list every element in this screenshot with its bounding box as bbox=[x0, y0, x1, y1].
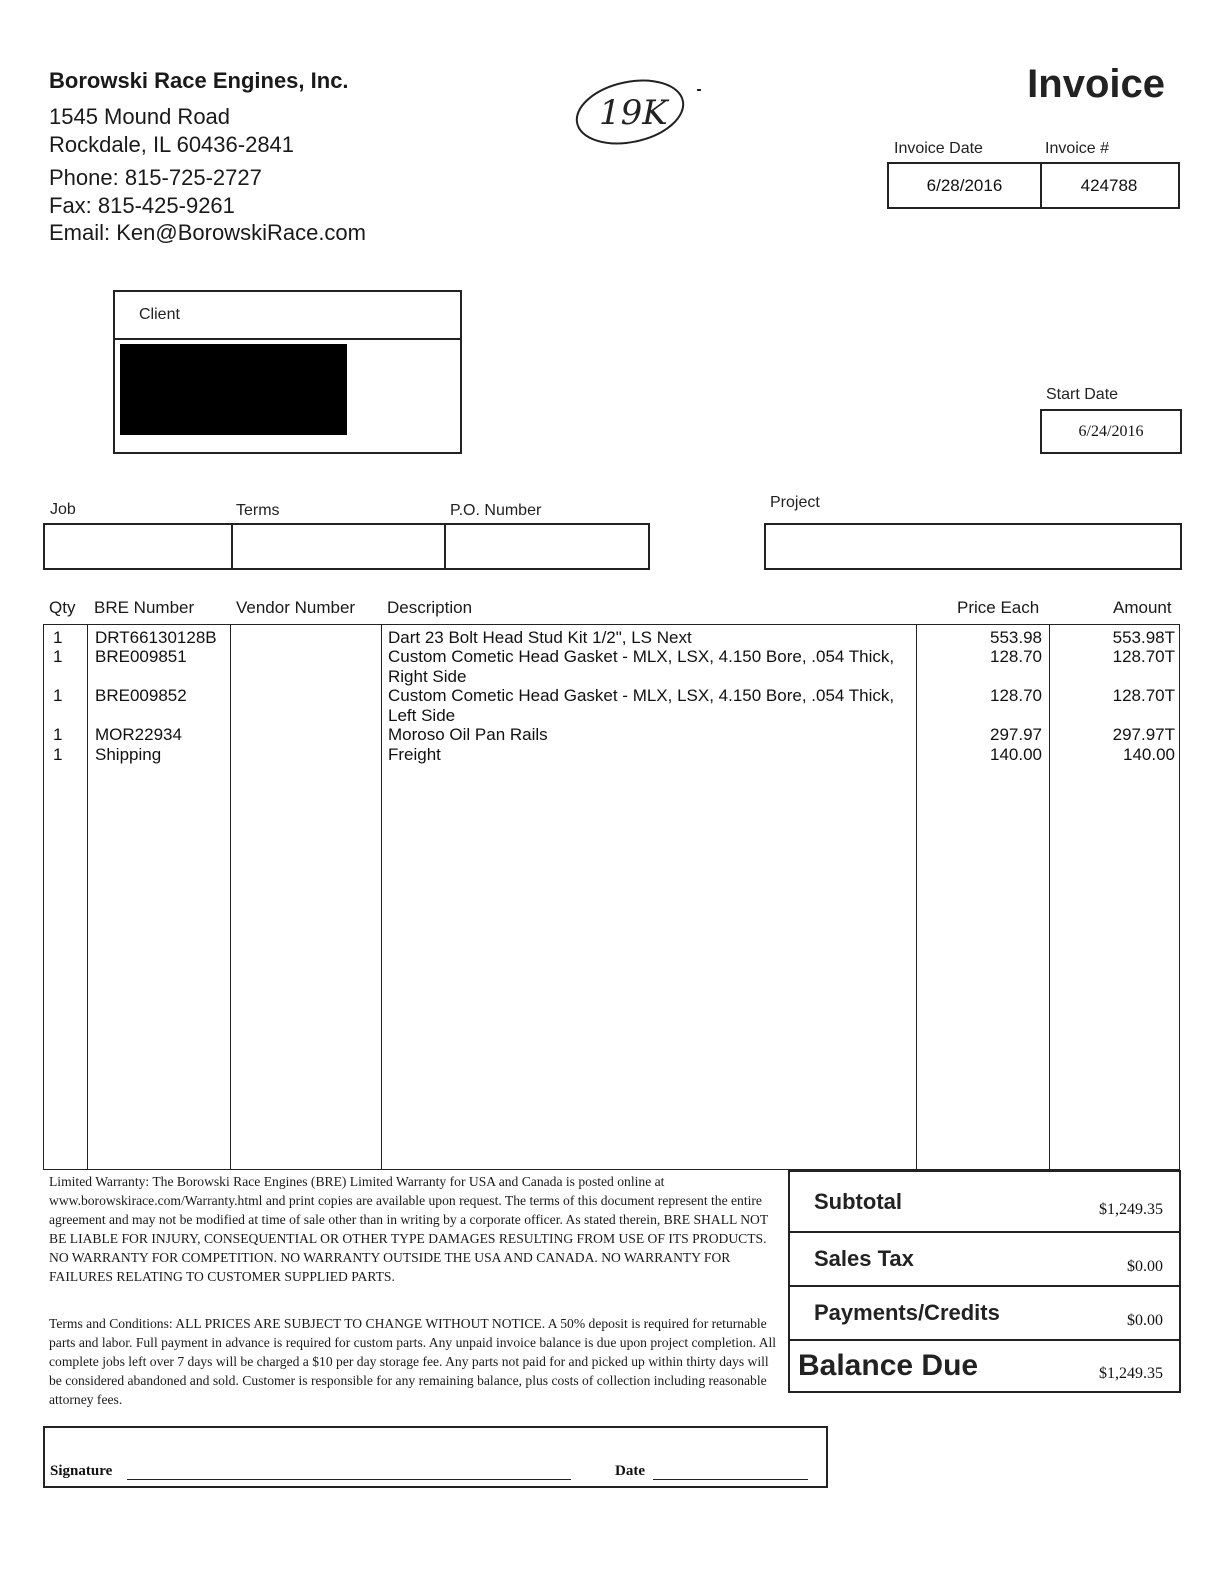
payments-label: Payments/Credits bbox=[814, 1300, 1000, 1325]
svg-text:19K: 19K bbox=[599, 93, 668, 133]
project-label: Project bbox=[770, 494, 820, 511]
company-address-line1: 1545 Mound Road bbox=[49, 104, 231, 129]
start-date-value: 6/24/2016 bbox=[1040, 409, 1182, 454]
subtotal-label: Subtotal bbox=[814, 1189, 902, 1214]
invoice-info-box bbox=[887, 162, 1180, 209]
job-terms-po-box bbox=[43, 523, 650, 570]
col-price-each: Price Each bbox=[957, 598, 1040, 617]
document-title: Invoice bbox=[1027, 62, 1165, 106]
job-label: Job bbox=[50, 501, 76, 518]
date-label: Date bbox=[615, 1463, 645, 1479]
line-items-table: 1 DRT66130128B Dart 23 Bolt Head Stud Kit 1/2", LS Next 553.98 553.98T 1 BRE009851 Custom Cometic Head Gasket - MLX, LSX, 4.150 Bore, .054 Thick, Right Side 128.70 128.70T 1 BRE009852 Custom Cometic Head Gasket - MLX, LSX, 4.150 Bore, .054 Thick, Left Side 128.70 128.70T 1 MOR22934 Moroso Oil Pan Rails 297.97 297.97T 1 Shipping Freight 140.00 140.00 bbox=[43, 624, 1180, 1170]
invoice-date-label: Invoice Date bbox=[894, 140, 983, 157]
terms-label: Terms bbox=[236, 502, 280, 519]
col-description: Description bbox=[387, 598, 473, 617]
invoice-number-label: Invoice # bbox=[1045, 140, 1110, 157]
sales-tax-value: $0.00 bbox=[1127, 1258, 1163, 1275]
date-line[interactable] bbox=[653, 1478, 808, 1480]
signature-line[interactable] bbox=[127, 1478, 571, 1480]
totals-box bbox=[788, 1170, 1181, 1393]
invoice-date-value: 6/28/2016 bbox=[889, 164, 1042, 207]
subtotal-row bbox=[790, 1172, 1179, 1233]
po-number-label: P.O. Number bbox=[450, 502, 542, 519]
client-redaction bbox=[120, 344, 347, 435]
col-amount: Amount bbox=[1113, 598, 1172, 617]
balance-row bbox=[790, 1341, 1179, 1391]
col-vendor-number: Vendor Number bbox=[236, 598, 356, 617]
handwritten-note bbox=[575, 72, 685, 142]
company-address-line2: Rockdale, IL 60436-2841 bbox=[49, 132, 295, 157]
warranty-text: Limited Warranty: The Borowski Race Engines (BRE) Limited Warranty for USA and Canada is posted online at www.borowskirace.com/Warranty.html and print copies are available upon request. The terms of this document represent the entire agreement and may not be modified at time of sale other than in writing by a corporate officer. As stated therein, BRE SHALL NOT BE LIABLE FOR INJURY, CONSEQUENTIAL OR OTHER TYPE DAMAGES RESULTING FROM USE OF ITS PRODUCTS. NO WARRANTY FOR COMPETITION. NO WARRANTY OUTSIDE THE USA AND CANADA. NO WARRANTY FOR FAILURES RELATING TO CUSTOMER SUPPLIED PARTS. bbox=[49, 1174, 768, 1284]
company-name: Borowski Race Engines, Inc. bbox=[49, 68, 349, 93]
project-field bbox=[764, 523, 1182, 570]
terms-field bbox=[444, 525, 446, 568]
subtotal-value: $1,249.35 bbox=[1099, 1201, 1163, 1218]
company-email: Email: Ken@BorowskiRace.com bbox=[49, 220, 366, 245]
col-bre-number: BRE Number bbox=[94, 598, 195, 617]
signature-box bbox=[43, 1426, 828, 1488]
balance-due-label: Balance Due bbox=[798, 1349, 979, 1382]
company-phone: Phone: 815-725-2727 bbox=[49, 165, 262, 190]
client-label: Client bbox=[139, 306, 180, 323]
signature-label: Signature bbox=[50, 1463, 113, 1479]
job-field bbox=[231, 525, 233, 568]
sales-tax-row bbox=[790, 1233, 1179, 1287]
company-fax: Fax: 815-425-9261 bbox=[49, 193, 235, 218]
sales-tax-label: Sales Tax bbox=[814, 1246, 914, 1271]
start-date-label: Start Date bbox=[1046, 386, 1119, 403]
balance-due-value: $1,249.35 bbox=[1099, 1365, 1163, 1382]
payments-value: $0.00 bbox=[1127, 1312, 1163, 1329]
col-qty: Qty bbox=[49, 598, 76, 617]
terms-conditions-text: Terms and Conditions: ALL PRICES ARE SUBJECT TO CHANGE WITHOUT NOTICE. A 50% deposit is required for returnable parts and labor. Full payment in advance is required for custom parts. Any unpaid invoice balance is due upon project completion. All complete jobs left over 7 days will be charged a $10 per day storage fee. Any parts not paid for and picked up within thirty days will be considered abandoned and sold. Customer is responsible for any remaining balance, plus costs of collection including reasonable attorney fees. bbox=[49, 1316, 777, 1407]
payments-row bbox=[790, 1287, 1179, 1341]
invoice-number-value: 424788 bbox=[1080, 175, 1138, 195]
client-box bbox=[113, 290, 462, 454]
